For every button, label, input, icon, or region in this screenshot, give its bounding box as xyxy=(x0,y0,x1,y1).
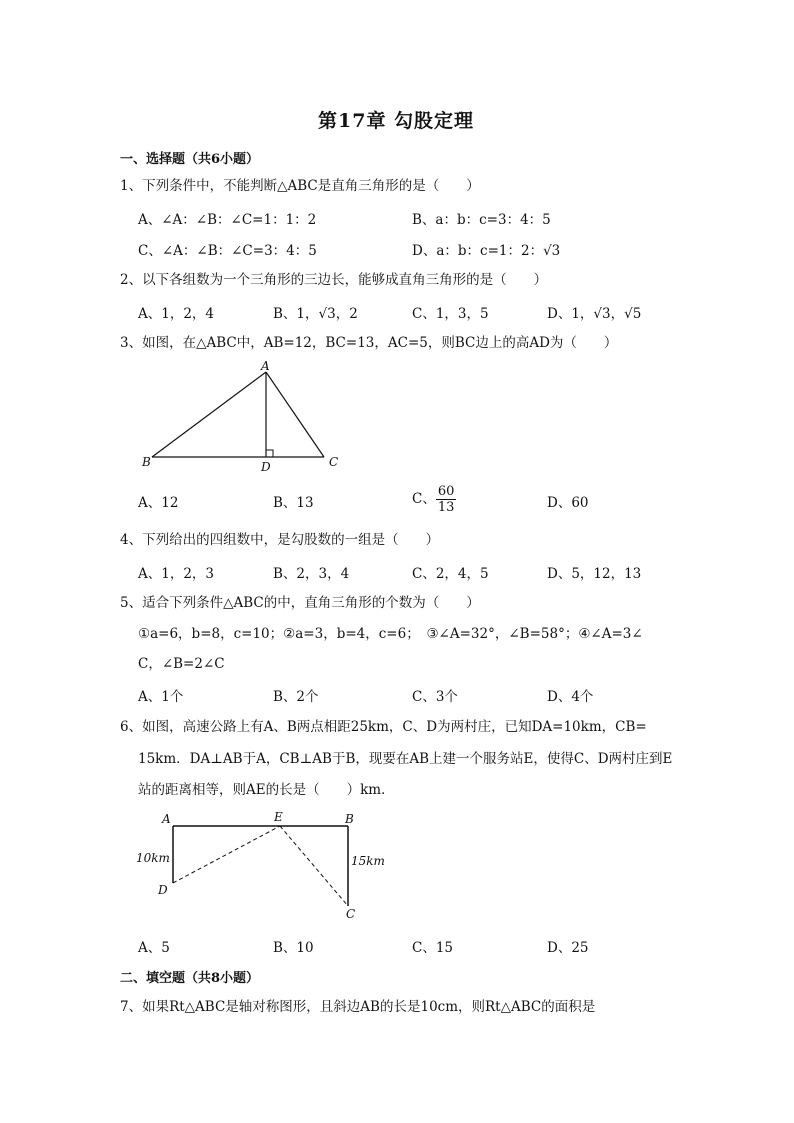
label-c: C xyxy=(329,455,339,469)
question-1-option-c[interactable]: C、∠A：∠B：∠C=3：4：5 xyxy=(138,243,317,259)
question-5-option-a[interactable]: A、1个 xyxy=(138,689,184,705)
label-cb-length: 15km xyxy=(351,854,385,868)
page-title: 第17章 勾股定理 xyxy=(318,110,475,132)
question-3-option-b[interactable]: B、13 xyxy=(273,495,314,511)
question-1-stem: 1、下列条件中，不能判断△ABC是直角三角形的是（ ） xyxy=(120,178,480,194)
question-6-option-c[interactable]: C、15 xyxy=(412,940,454,956)
question-1-option-a[interactable]: A、∠A：∠B：∠C=1：1：2 xyxy=(138,212,317,228)
label-e: E xyxy=(274,810,283,824)
section-2-heading: 二、填空题（共8小题） xyxy=(120,971,260,986)
question-6-stem-line2: 15km．DA⊥AB于A，CB⊥AB于B，现要在AB上建一个服务站E，使得C、D两村庄到E xyxy=(138,751,673,767)
question-2-stem: 2、以下各组数为一个三角形的三边长，能够成直角三角形的是（ ） xyxy=(120,272,548,288)
segment-de xyxy=(173,826,280,883)
question-2-option-d[interactable]: D、1，√3，√5 xyxy=(547,306,642,322)
question-6-option-a[interactable]: A、5 xyxy=(138,940,170,956)
section-1-heading: 一、选择题（共6小题） xyxy=(120,152,260,167)
question-6-stem-line1: 6、如图，高速公路上有A、B两点相距25km，C、D为两村庄，已知DA=10km，CB= xyxy=(120,719,647,735)
segment-ec xyxy=(280,826,348,906)
question-4-option-a[interactable]: A、1，2，3 xyxy=(138,566,215,582)
question-4-option-b[interactable]: B、2，3，4 xyxy=(273,566,350,582)
question-5-option-c[interactable]: C、3个 xyxy=(412,689,458,705)
question-5-conditions-line1: ①a=6，b=8，c=10；②a=3，b=4，c=6； ③∠A=32°，∠B=58°；④∠A=3∠ xyxy=(138,626,643,642)
highway-figure xyxy=(132,808,385,926)
question-2-option-c[interactable]: C、1，3，5 xyxy=(412,306,489,322)
label-a: A xyxy=(162,812,171,826)
question-3-option-d[interactable]: D、60 xyxy=(547,495,589,511)
question-3-option-c[interactable] xyxy=(412,484,456,515)
label-b: B xyxy=(345,812,354,826)
question-4-option-d[interactable]: D、5，12，13 xyxy=(547,566,642,582)
label-a: A xyxy=(261,359,270,373)
question-5-option-d[interactable]: D、4个 xyxy=(547,689,594,705)
question-3-option-a[interactable]: A、12 xyxy=(138,495,179,511)
side-ac xyxy=(266,372,324,457)
label-d: D xyxy=(158,883,168,897)
question-3-stem: 3、如图，在△ABC中，AB=12，BC=13，AC=5，则BC边上的高AD为（ ） xyxy=(120,335,618,351)
question-5-conditions-line2: C，∠B=2∠C xyxy=(138,656,225,672)
side-ab xyxy=(152,372,266,457)
question-1-option-d[interactable]: D、a：b：c=1：2：√3 xyxy=(412,243,561,259)
label-d: D xyxy=(261,460,271,474)
question-4-option-c[interactable]: C、2，4，5 xyxy=(412,566,489,582)
label-da-length: 10km xyxy=(136,851,170,865)
question-2-option-b[interactable]: B、1，√3，2 xyxy=(273,306,358,322)
question-7-stem: 7、如果Rt△ABC是轴对称图形，且斜边AB的长是10cm，则Rt△ABC的面积是 xyxy=(120,999,596,1015)
label-b: B xyxy=(142,455,151,469)
option-c-prefix: C、 xyxy=(412,491,436,507)
fraction xyxy=(436,484,457,515)
question-4-stem: 4、下列给出的四组数中，是勾股数的一组是（ ） xyxy=(120,532,440,548)
question-5-option-b[interactable]: B、2个 xyxy=(273,689,319,705)
right-angle-mark xyxy=(266,450,273,457)
fraction-numerator: 60 xyxy=(437,484,455,499)
question-6-option-d[interactable]: D、25 xyxy=(547,940,589,956)
question-2-option-a[interactable]: A、1，2，4 xyxy=(138,306,215,322)
question-1-option-b[interactable]: B、a：b：c=3：4：5 xyxy=(412,212,551,228)
question-5-stem: 5、适合下列条件△ABC的中，直角三角形的个数为（ ） xyxy=(120,595,480,611)
fraction-denominator: 13 xyxy=(437,500,455,515)
question-6-stem-line3: 站的距离相等，则AE的长是（ ）km． xyxy=(138,782,395,798)
question-6-option-b[interactable]: B、10 xyxy=(273,940,314,956)
label-c: C xyxy=(346,907,356,921)
triangle-figure xyxy=(138,360,348,475)
